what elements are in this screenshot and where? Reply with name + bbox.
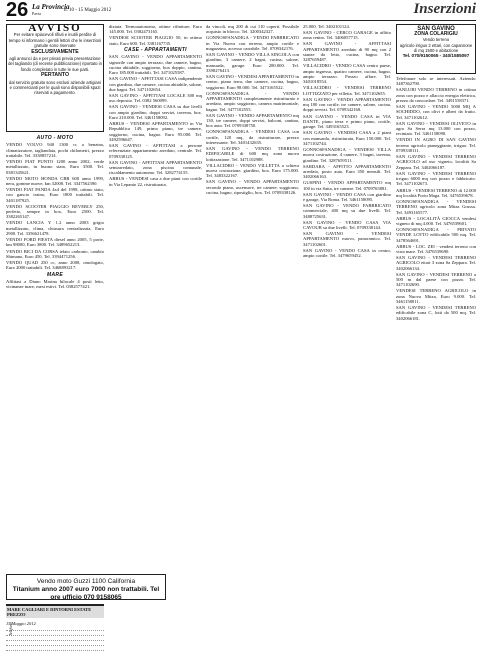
classified-ad: GUSPINI - VENDO APPARTAMENTO mq 100 in via Satta, tre camere. Tel. 0709765881. <box>303 180 391 191</box>
classified-ad: SAN GAVINO - VENDO CASA con giardino e garage, Via Roma. Tel. 3461158095. <box>303 191 391 202</box>
classified-ad: GONNOSFANADIGA - VENDESI TERRENO agricolo zona Mitza Grussa. Tel. 3493165577. <box>396 198 476 215</box>
column-6-list <box>396 76 476 321</box>
page-number: 26 <box>6 0 29 21</box>
classified-ad: VENDO MOTO HONDA CBR 600 anno 1999, nera, gomme nuove, km 32000. Tel. 3347562390. <box>6 175 104 186</box>
notice-line-3: agli annunci da e per privati previa presentazione del tagliando (di recente pubblicazione) riportato in fondo completato in tutte le sue parti. <box>8 56 102 72</box>
classified-ad: da vincoli, mq 200 di cui 110 coperti. Possibile acquisto in blocco. Tel. 3200342327. <box>206 24 299 35</box>
brand-sub: Pavia <box>32 11 41 16</box>
classified-ad: SAN GAVINO - VENDESI TERRENO edificabile zona C, lotti da 500 mq. Tel. 3402066181. <box>396 305 476 321</box>
form-strip <box>6 604 104 660</box>
classified-ad: SAN GAVINO - AFFITTASI CASA indipendente con giardino, due camere, cucina abitabile, salone, due bagni. Tel. 3471102654. <box>109 76 202 92</box>
ad-town: SAN GAVINO <box>417 26 455 32</box>
classified-ad: SAN GAVINO - VENDESI OLIVETO in agro Sa Serra mq 13.000 con pozzo, recintato. Tel. 3461158090. <box>396 120 476 137</box>
classified-ad: SAN GAVINO - VENDESI TERRENO a 500 m dal paese con pozzo. Tel. 3471102690. <box>396 271 476 288</box>
classified-ad: Affittasi a Diano Marina bilocale 4 posti letto, vicinanze mare, mesi estivi. Tel. 0382577421. <box>6 278 104 290</box>
category-heading: AUTO - MOTO <box>36 135 74 141</box>
notice-title: AVVISO <box>28 22 82 34</box>
classified-ad: SAN GAVINO - VENDO APPARTAMENTO secondo piano, ascensore, tre camere, soggiorno, cucina, bagno, ripostiglio, box. Tel. 0709338126. <box>206 179 299 196</box>
form-lines <box>6 626 104 651</box>
column-2-list <box>109 24 202 46</box>
classified-ad: SAN GAVINO - AFFITTASI APPARTAMENTO semiarredato, zona piscina comunale, riscaldamento autonomo. Tel. 3282774155. <box>109 159 202 176</box>
classified-ad: SAN GAVINO - VENDESI TERRENO AGRICOLO ad uso vigneto, località Sa Zeppara. Tel. 3402066187. <box>396 154 476 170</box>
section-title: Inserzioni <box>413 1 476 17</box>
form-strip-vertical-label: Telefono <box>8 622 13 636</box>
issue-date: n. 10 - 15 Maggio 2012 <box>64 8 112 13</box>
moto-ad-line-1: Vendo moto Guzzi 1100 California <box>36 578 136 585</box>
classified-ad: GONNOSFANADIGA - VENDESI VILLA nuova costruzione, 4 camere, 3 bagni, taverna, giardino. Tel. 3287659511. <box>303 146 391 163</box>
classified-ad: ARBUS - LOCALITÀ GIOCCA vendesi vigneto di mq 4.000. Tel. 3476539601. <box>396 215 476 226</box>
classified-ad: ARBUS - VENDESI TERRENO di 12.000 mq località Portu Maga. Tel. 3476539678. <box>396 187 476 198</box>
classified-ad: SAN GAVINO - AFFITTASI a persone referenziate appartamento arredato, centrale. Tel. 0709338125. <box>109 143 202 159</box>
classified-ad: SAN GAVINO - VENDO TERRENO EDIFICABILE di 600 mq zona nuova lottizzazione. Tel. 3471102988. <box>206 146 299 162</box>
classified-ad: GONNOSFANADIGA - VENDO FABBRICATO in Via Nuova con terreno, ampio cortile e magazzino, accesso carrabile. Tel. 0709342176. <box>206 35 299 51</box>
classified-ad: ARBUS - VENDESI casa a due piani con cortile in Via Lepanto 22, ristrutturata. <box>109 176 202 187</box>
form-strip-title: MARE CAGLIARI E DINTORNI ESTATE PREZZO <box>6 606 104 618</box>
classified-ad: SANLURI VENDO TERRENO in ottima zona con pozzo e allaccio energia elettrica, prezzo da concordare. Tel. 3491558371. <box>396 87 476 103</box>
classified-ad: SAN GAVINO - CERCO GARAGE in affitto zona centro. Tel. 3406057715. <box>303 30 391 41</box>
classified-ad: GONNOSFANADIGA - PRIVATO VENDE LOTTO edificabile 500 mq. Tel. 3478564691. <box>396 226 476 243</box>
classified-ad: VENDO BICI DA CORSA telaio carbonio, cambio Shimano, Euro 450. Tel. 3394471256. <box>6 248 104 259</box>
classified-ad: GONNOSFANADIGA - VENDO APPARTAMENTO completamente ristrutturato e arredato, ampio soggiorno, camera matrimoniale, bagno. Tel. 3477102555. <box>206 90 299 112</box>
classified-ad: VENDO FORD FIESTA diesel anno 2005, 5 porte, km 98000, Euro 3800. Tel. 3489652213. <box>6 237 104 248</box>
classified-ad: SAN GAVINO - VENDESI APPARTAMENTO nuovo, panoramico. Tel. 3471102601. <box>303 231 391 247</box>
classified-ad: VENDESI SCOOTER PIAGGIO 50, in ottimo stato, Euro 600. Tel. 3381167735. <box>109 35 202 46</box>
classified-ad: VENDO FIAT PUNTO 1200 anno 2002, verde metallizzato, in buono stato, Euro 3500. Tel. 0381345621. <box>6 158 104 175</box>
classified-ad: VENDO LANCIA Y 1.2 anno 2003 grigio metallizzato, clima, chiusura centralizzata, Euro 2900. Tel. 3356621478. <box>6 220 104 237</box>
classified-ad: SAN GAVINO - VENDESI TERRENO AGRICOLO ettari 3 zona Sa Zeppara. Tel. 3402066134. <box>396 255 476 271</box>
classified-ad: SARDARA - AFFITTO APPARTAMENTO arredato, posto auto, Euro 350 mensili. Tel. 3402066163. <box>303 163 391 180</box>
classified-ad: SAN GAVINO - VENDO CASA VIA CAVOUR su due livelli. Tel. 0709338144. <box>303 219 391 231</box>
column-3-list <box>206 24 299 195</box>
classified-ad: ARBUS - VENDESI APPARTAMENTO in Via Repubblica 149, primo piano, tre camere, soggiorno, cucina, bagno. Euro 95.000. Tel. 3492596647. <box>109 121 202 142</box>
moto-ad-line-2: Titanium anno 2007 euro 7000 non trattabili. Tel ore ufficio 070 9158065 <box>12 586 160 601</box>
classified-ad: VENDO QUAD 250 cc, anno 2008, omologato, Euro 2000 trattabili. Tel. 3468893217. <box>6 259 104 271</box>
classified-ad: SAN GAVINO - VENDO VILLA SINGOLA con giardino, 3 camere, 2 bagni, cucina, salone, mansarda, garage. Euro 280.000. Tel. 3398276413. <box>206 52 299 73</box>
ad-line-2: agricolo irriguo 2 ettari, con capannone di mq 1500 e abitazione <box>399 42 473 53</box>
ad-zone: ZONA COLARIGIU <box>414 31 458 38</box>
classified-ad: VENDO IN AGRO DI SAN GAVINO terreno agricolo pianeggiante, irriguo. Tel. 0709338111. <box>396 137 476 154</box>
column-6 <box>396 76 476 658</box>
column-3 <box>206 24 299 658</box>
classified-ad: VENDO SCOOTER PIAGGIO BEVERLY 250, perfetto, sempre in box, Euro 2500. Tel. 3382265147. <box>6 203 104 220</box>
brand-name: La Provincia <box>32 3 70 11</box>
classified-ad: 25.000. Tel. 3402101124. <box>303 24 350 29</box>
classified-ad: SAN GAVINO - VENDESI APPARTAMENTO in centro, piano terra, due camere, cucina, bagno, soggiorno. Euro 98.000. Tel. 3473165522. <box>206 74 299 90</box>
category-heading: CASE - APPARTAMENTI <box>124 46 187 53</box>
ad-phone: Tel. 070/9150065 - 340/1585097 <box>402 53 470 59</box>
column-2 <box>109 24 202 570</box>
category-heading: MARE <box>47 271 63 278</box>
classified-ad: VENDO FIAT PANDA 4x4 del 1998, ottimo stato, con gancio traino, Euro 1800 trattabili. Tel. 3401187925. <box>6 187 104 203</box>
classified-ad: SAN GAVINO - VENDO APPARTAMENTO mq 130, tre camere, doppi servizi, balconi, cantina, box auto. Tel. 0709338750. <box>206 112 299 129</box>
classified-ad: VILLACIDRO - VENDO VILLETTA a schiera nuova costruzione, giardino, box. Euro 175.000. Tel. 3483322167. <box>206 162 299 179</box>
column-1 <box>6 134 104 570</box>
classified-ad: SAN GAVINO - VENDO APPARTAMENTO mq 180 con cortile, tre camere, salone, cucina, doppi servizi. Tel. 0709342168. <box>303 96 391 113</box>
notice-box <box>6 24 104 132</box>
classified-ad: ARBUS - LOC. ZEI - vendesi terreno con vista mare. Tel. 3476539690. <box>396 243 476 254</box>
classified-ad: VENDO VOLVO 940 1300 cc a benzina, climatizzatore, tagliandata, pochi chilometri, prezzo trattabile. Tel. 3338857214. <box>6 142 104 158</box>
notice-line-4: PERTANTO <box>40 72 70 79</box>
classified-ad: SAN GAVINO - VENDO 5000 MQ A SOCHIDDO, con olivi e alberi da frutto. Tel. 3471102612. <box>396 104 476 120</box>
notice-line-5: dal servizio gratuito sono esclusi aziende artigiani e commercianti per le quali sono disponibili spazi riservati a pagamento. <box>9 79 101 96</box>
moto-guzzi-ad <box>6 574 166 600</box>
classified-ad: SAN GAVINO - VENDO APPARTAMENTO signorile con ampio terrazzo, due camere, bagno, cucina abitabile, soggiorno, box doppio, cantina. Euro 185.000 trattabili. Tel. 3471025587. <box>109 54 202 76</box>
notice-line-2: ESCLUSIVAMENTE <box>31 48 79 55</box>
classified-ad: SAN GAVINO - VENDESI TERRENO irriguo 6000 mq con pozzo e fabbricato. Tel. 3471102673. <box>396 170 476 187</box>
form-strip-date: 15 Maggio 2012 <box>6 621 36 626</box>
classified-ad: SAN GAVINO - AFFITTASI APPARTAMENTO arredato di 90 mq con 2 stanze da letto, cucina, bagno. Tel. 3287659487. <box>303 41 391 63</box>
column-2-list-2 <box>109 54 202 187</box>
column-4 <box>303 24 391 658</box>
classified-ad: GONNOSFANADIGA - VENDESI CASA con cortile, 120 mq, da ristrutturare, prezzo interessante. Tel. 3401432635. <box>206 129 299 146</box>
classified-ad: VENDESI TERRENO AGRICOLO in zona Nuova Mitza, Euro 9.000. Tel. 3461158011. <box>396 288 476 305</box>
page-header <box>6 2 476 21</box>
ad-line-1: Vendo terreno <box>422 37 450 43</box>
column-1-list-2 <box>6 279 104 290</box>
classified-ad: SAN GAVINO - VENDO CASA in centro, ampio cortile. Tel. 3479659452. <box>303 247 391 259</box>
column-1-list <box>6 142 104 270</box>
column-4-list <box>303 24 391 258</box>
classified-ad: SAN GAVINO - VENDO FABBRICATO commerciale, 400 mq su due livelli. Tel. 3488725631. <box>303 203 391 219</box>
notice-line-1: Per evitare spiacevoli rifiuti e inutili perdite di tempo si informano i gentili lettori che le inserzioni gratuite sono riservate <box>8 32 102 49</box>
classified-ad: VILLACIDRO - VENDO CASA centro paese, ampio ingresso, quattro camere, cucina, bagno, ampio terrazzo. Prezzo affare. Tel. 3401018554. <box>303 63 391 85</box>
classified-ad: SAN GAVINO - VENDO CASA in VIA DANTE, piano terra e primo piano, cortile, garage. Tel. 3493165523. <box>303 113 391 130</box>
classified-ad: SAN GAVINO - VENDESI CASA a 2 piani con mansarda, ristrutturata, Euro 150.000. Tel. 3471102744. <box>303 130 391 146</box>
classified-ad: VILLACIDRO - VENDESI TERRENO LOTTIZZATO per villetta. Tel. 3471102655. <box>303 85 391 96</box>
classified-ad: SAN GAVINO - AFFITTASI LOCALE 300 mq uso deposito. Tel. 0382 560099. <box>109 92 202 104</box>
classified-ad: diziata. Termoautonomo, ottime rifiniture, Euro 145.000. Tel. 0382473165. <box>109 24 202 35</box>
terrain-ad-box <box>396 24 476 74</box>
classified-ad: Telefonare solo se interessati. Azienda: 3487362790. <box>396 76 476 87</box>
classified-ad: SAN GAVINO - VENDESI CASA su due livelli con ampio giardino, doppi servizi, taverna, box. Euro 210.000. Tel. 3461158092. <box>109 104 202 120</box>
